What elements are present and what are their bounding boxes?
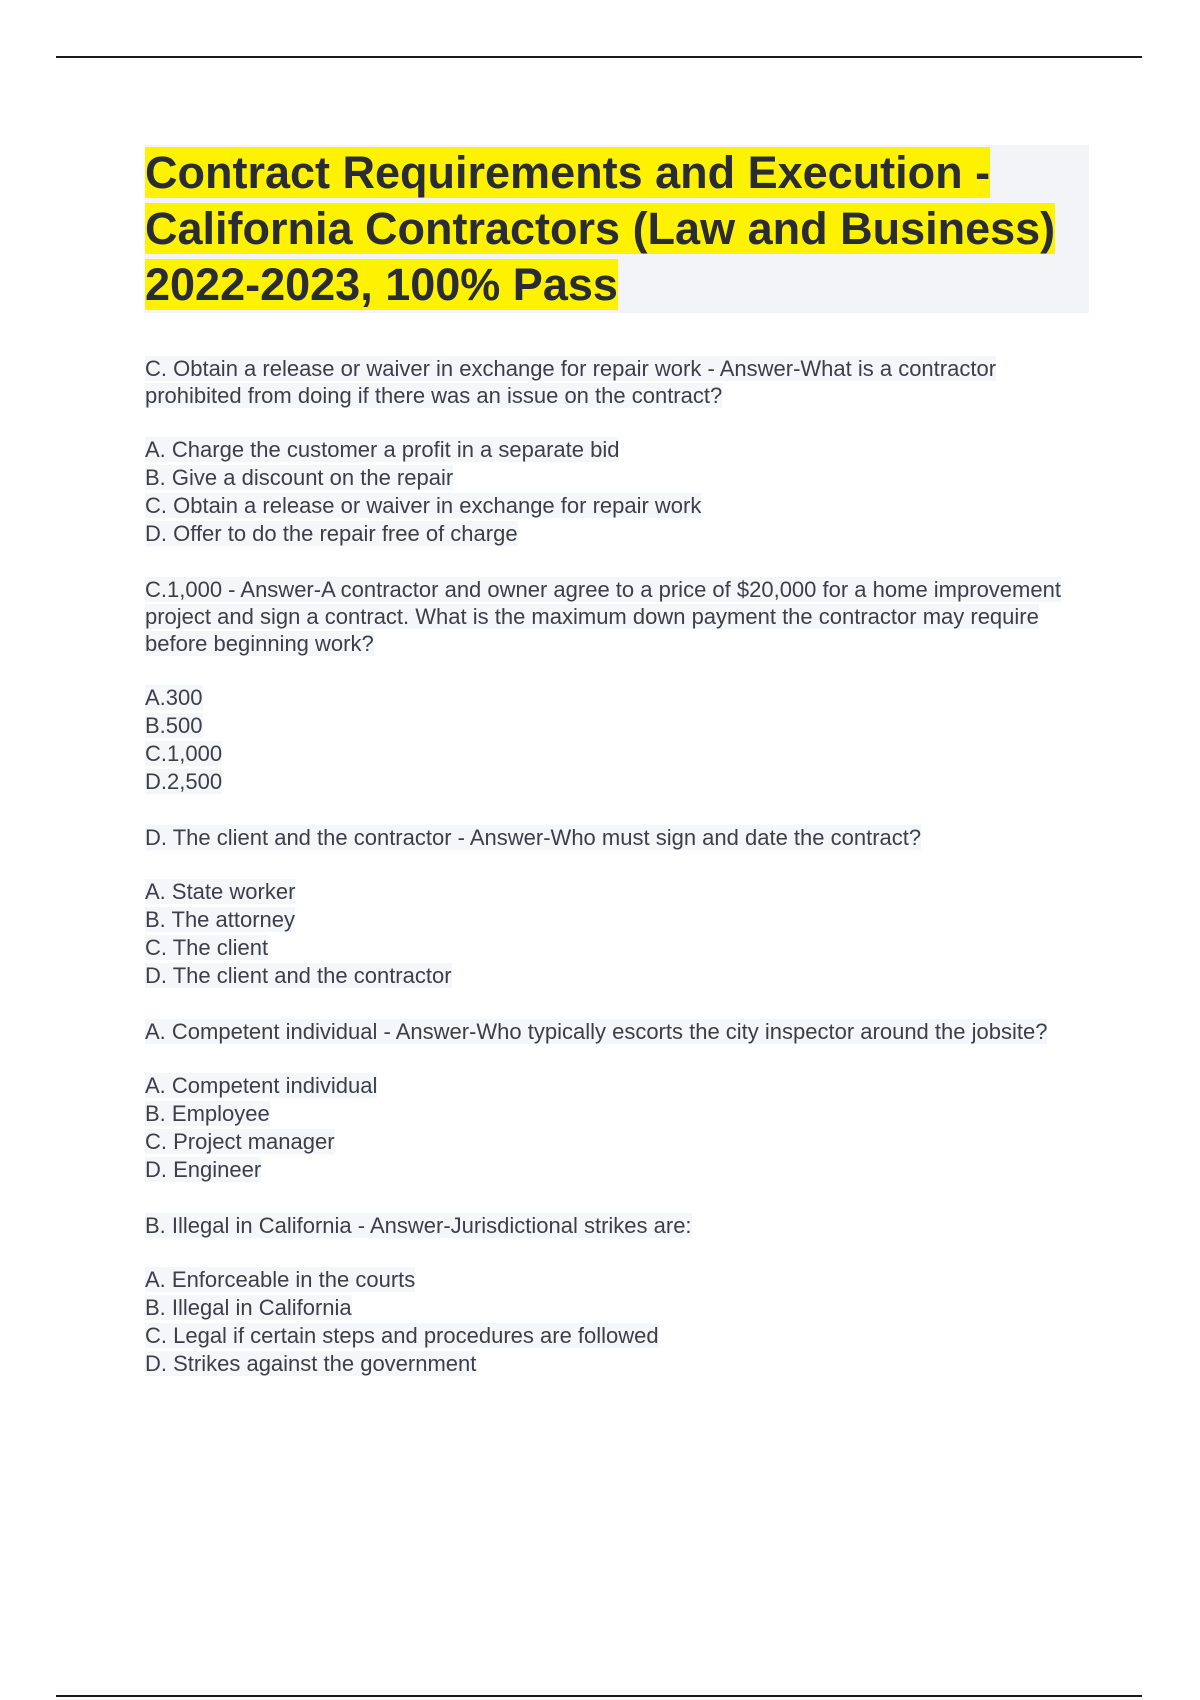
question-block: [145, 824, 1090, 990]
option-item: A. Competent individual: [145, 1073, 378, 1098]
option-item: C. Obtain a release or waiver in exchange for repair work: [145, 493, 702, 518]
option-item: D. Engineer: [145, 1157, 262, 1182]
option-item: A. Charge the customer a profit in a separate bid: [145, 437, 620, 462]
question-text: A. Competent individual - Answer-Who typically escorts the city inspector around the jobsite?: [145, 1019, 1048, 1044]
option-item: C.1,000: [145, 741, 223, 766]
document-body: [145, 145, 1090, 1406]
option-item: A. State worker: [145, 879, 296, 904]
option-list: [145, 878, 1090, 990]
option-item: D. The client and the contractor: [145, 963, 452, 988]
document-title: [145, 145, 1089, 313]
question-block: [145, 1018, 1090, 1184]
option-list: [145, 436, 1090, 548]
option-item: A.300: [145, 685, 203, 710]
top-rule: [56, 56, 1142, 58]
option-item: D.2,500: [145, 769, 223, 794]
option-item: B.500: [145, 713, 203, 738]
question-text: C.1,000 - Answer-A contractor and owner agree to a price of $20,000 for a home improvement project and sign a contract. What is the maximum down payment the contractor may require before beginning work?: [145, 577, 1061, 656]
option-item: D. Strikes against the government: [145, 1351, 477, 1376]
option-item: C. Legal if certain steps and procedures are followed: [145, 1323, 659, 1348]
option-item: D. Offer to do the repair free of charge: [145, 521, 518, 546]
option-item: C. The client: [145, 935, 269, 960]
question-block: [145, 355, 1090, 548]
option-item: B. The attorney: [145, 907, 296, 932]
option-item: A. Enforceable in the courts: [145, 1267, 416, 1292]
question-text: C. Obtain a release or waiver in exchange for repair work - Answer-What is a contractor prohibited from doing if there was an issue on the contract?: [145, 356, 997, 408]
question-block: [145, 576, 1090, 796]
question-block: [145, 1212, 1090, 1378]
question-text: D. The client and the contractor - Answer-Who must sign and date the contract?: [145, 825, 922, 850]
option-list: [145, 1266, 1090, 1378]
option-item: B. Illegal in California: [145, 1295, 352, 1320]
option-item: C. Project manager: [145, 1129, 335, 1154]
option-item: B. Give a discount on the repair: [145, 465, 454, 490]
title-block: [145, 145, 1089, 313]
bottom-rule: [56, 1695, 1142, 1697]
document-title-text: Contract Requirements and Execution - California Contractors (Law and Business) 2022-2023, 100% Pass: [145, 147, 1056, 310]
option-list: [145, 1072, 1090, 1184]
option-item: B. Employee: [145, 1101, 270, 1126]
question-text: B. Illegal in California - Answer-Jurisdictional strikes are:: [145, 1213, 692, 1238]
question-list: [145, 355, 1090, 1378]
option-list: [145, 684, 1090, 796]
